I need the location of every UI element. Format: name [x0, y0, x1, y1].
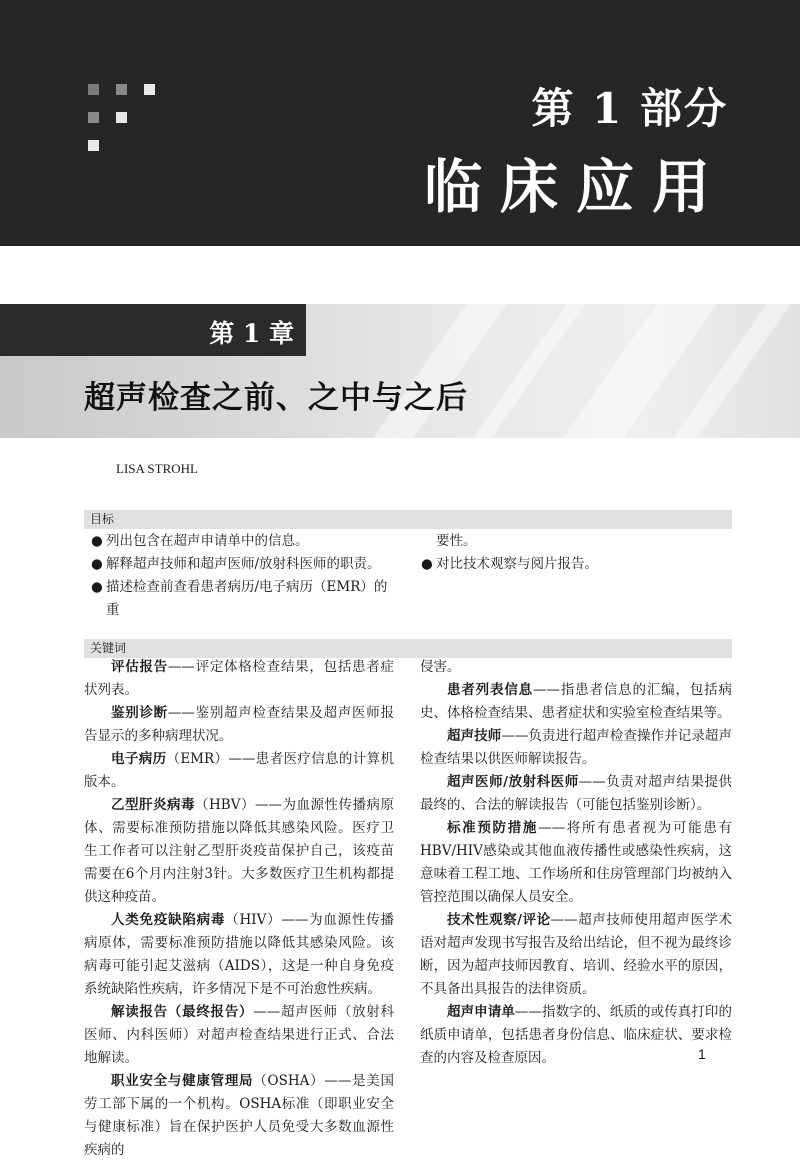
objectives-heading: 目标: [84, 510, 732, 529]
keyword-entry: 人类免疫缺陷病毒（HIV）——为血源性传播病原体，需要标准预防措施以降低其感染风险。该病毒可能引起艾滋病（AIDS），这是一种自身免疫系统缺陷性疾病，许多情况下是不可治愈性疾病。: [84, 912, 394, 997]
page-number: 1: [698, 1046, 706, 1062]
keyword-entry: 超声医师/放射科医师——负责对超声结果提供最终的、合法的解读报告（可能包括鉴别诊断）。: [420, 774, 733, 813]
keyword-entry: 电子病历（EMR）——患者医疗信息的计算机版本。: [84, 751, 395, 790]
decor-square: [144, 84, 155, 95]
objective-item: ● 描述检查前查看患者病历/电子病历（EMR）的重: [90, 576, 396, 622]
bullet-icon: ●: [91, 533, 103, 549]
keyword-entry: 职业安全与健康管理局（OSHA）——是美国劳工部下属的一个机构。OSHA标准（即职业安全与健康标准）旨在保护医护人员免受大多数血源性疾病的: [84, 1073, 395, 1158]
keyword-entry: 标准预防措施——将所有患者视为可能患有HBV/HIV感染或其他血液传播性或感染性疾病，这意味着工程工地、工作场所和住房管理部门均被纳入管控范围以确保人员安全。: [420, 820, 733, 905]
author-name: LISA STROHL: [116, 461, 198, 476]
keyword-entry: 解读报告（最终报告）——超声医师（放射科医师、内科医师）对超声检查结果进行正式、合法地解读。: [84, 1004, 395, 1066]
decor-square: [88, 84, 99, 95]
decor-square: [116, 84, 127, 95]
part-title: 临床应用: [423, 153, 728, 221]
objectives-left-column: [90, 530, 396, 622]
keyword-entry: 技术性观察/评论——超声技师使用超声医学术语对超声发现书写报告及给出结论，但不视为最终诊断，因为超声技师因教育、培训、经验水平的原因，不具备出具报告的法律资质。: [420, 912, 732, 997]
objective-continuation: 要性。: [436, 533, 477, 549]
chapter-title: 超声检查之前、之中与之后: [84, 380, 468, 416]
objectives-right-column: [420, 530, 732, 576]
keyword-entry: 乙型肝炎病毒（HBV）——为血源性传播病原体、需要标准预防措施以降低其感染风险。医疗卫生工作者可以注射乙型肝炎疫苗保护自己，该疫苗需要在6个月内注射3针。大多数医疗卫生机构都提供这种疫苗。: [84, 797, 395, 905]
part-label: 第 1 部分: [531, 84, 728, 133]
bullet-icon: ●: [91, 556, 103, 572]
objective-item: ● 列出包含在超声申请单中的信息。: [90, 530, 396, 553]
decor-square: [116, 112, 127, 123]
keyword-entry: 评估报告——评定体格检查结果，包括患者症状列表。: [84, 659, 395, 698]
keyword-entry: 鉴别诊断——鉴别超声检查结果及超声医师报告显示的多种病理状况。: [84, 705, 395, 744]
keywords-right-column: [420, 656, 732, 1070]
decor-square: [88, 140, 99, 151]
keywords-heading: 关键词: [84, 639, 732, 658]
decor-square: [88, 112, 99, 123]
chapter-tab: [0, 304, 306, 356]
keyword-entry: 患者列表信息——指患者信息的汇编，包括病史、体格检查结果、患者症状和实验室检查结果等。: [420, 682, 732, 721]
keywords-left-column: [84, 656, 394, 1162]
keyword-continuation: 侵害。: [420, 659, 461, 675]
chapter-label: 第 1 章: [209, 319, 294, 348]
objective-item: ● 解释超声技师和超声医师/放射科医师的职责。: [90, 553, 396, 576]
bullet-icon: ●: [91, 579, 103, 595]
keyword-entry: 超声技师——负责进行超声检查操作并记录超声检查结果以供医师解读报告。: [420, 728, 733, 767]
bullet-icon: ●: [421, 556, 433, 572]
keyword-entry: 超声申请单——指数字的、纸质的或传真打印的纸质申请单，包括患者身份信息、临床症状、要求检查的内容及检查原因。: [420, 1004, 733, 1066]
part-header-band: [0, 0, 800, 246]
objective-item: ● 对比技术观察与阅片报告。: [420, 553, 732, 576]
